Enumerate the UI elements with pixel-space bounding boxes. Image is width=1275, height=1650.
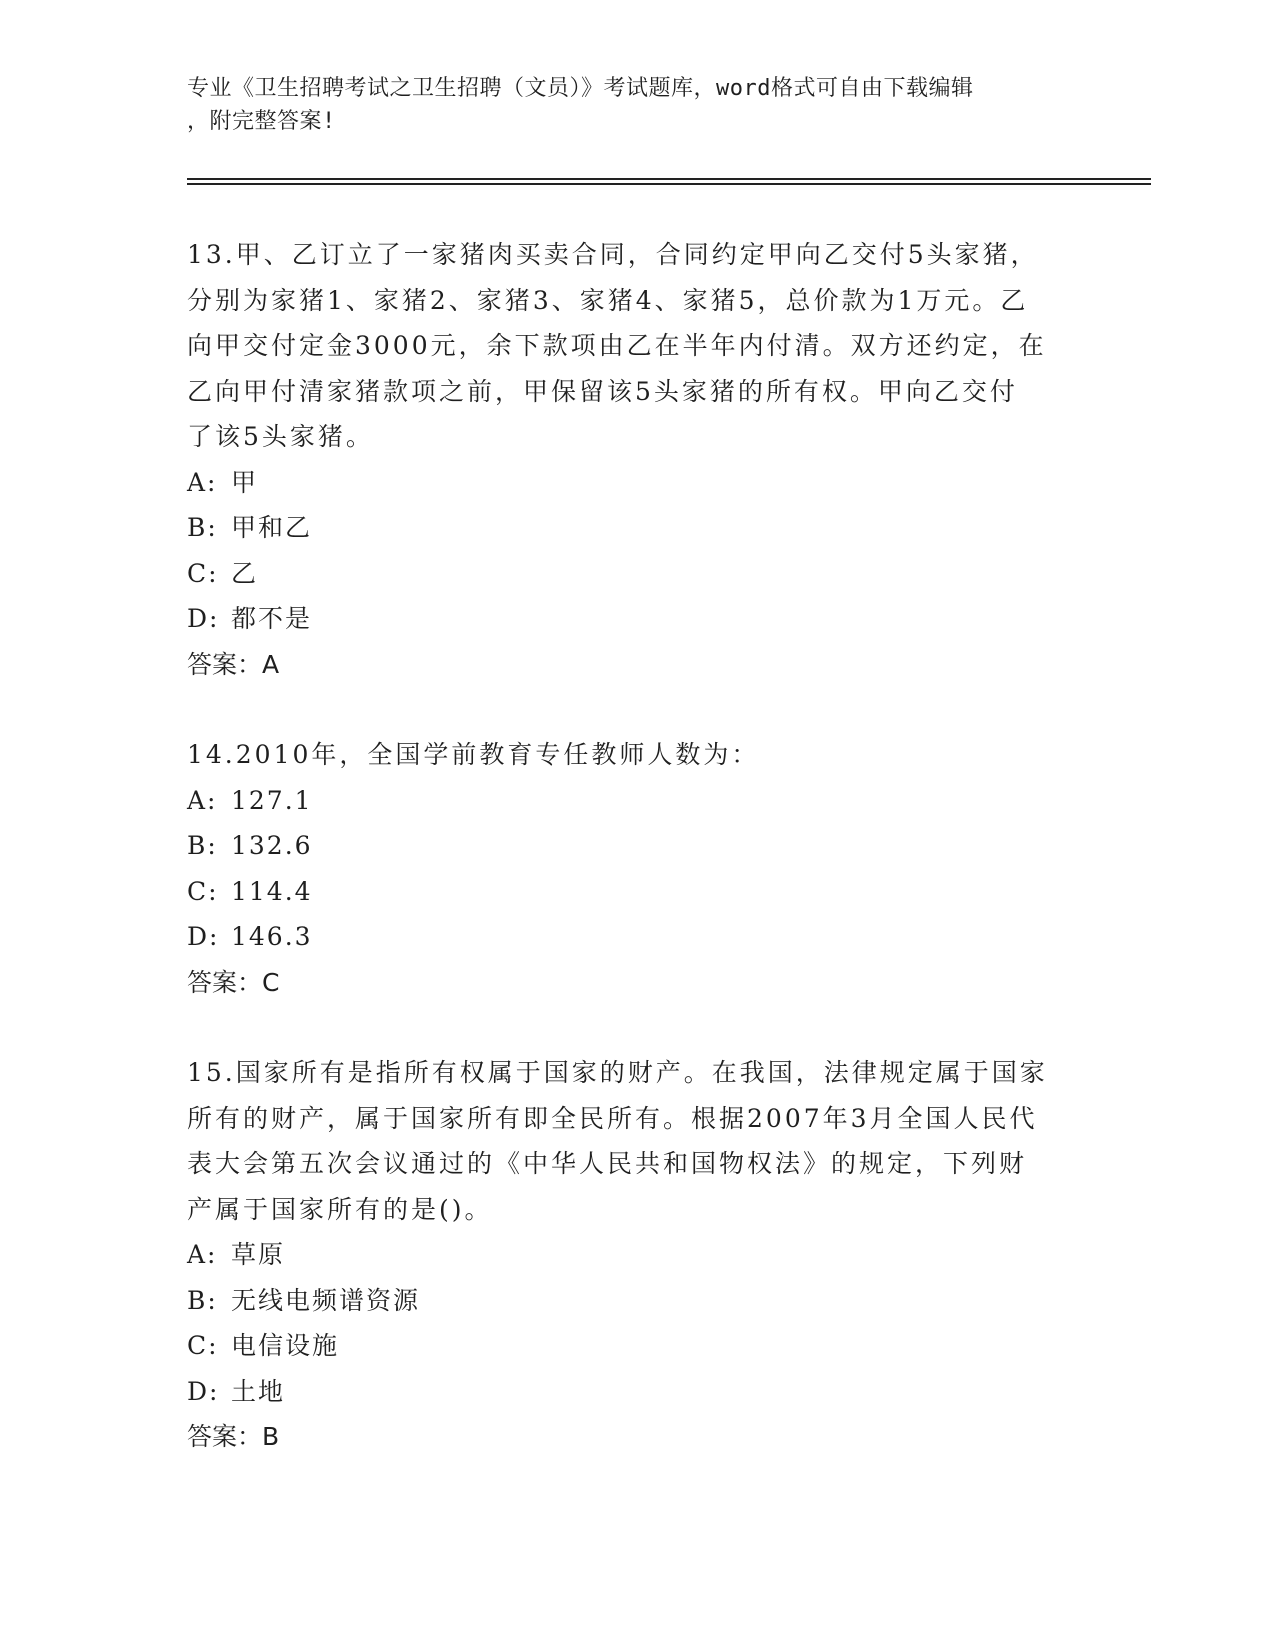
stem-line: 乙向甲付清家猪款项之前，甲保留该5头家猪的所有权。甲向乙交付 — [187, 376, 1018, 406]
header-line-1: 专业《卫生招聘考试之卫生招聘（文员）》考试题库，word格式可自由下载编辑 — [187, 76, 974, 101]
option-key: A: — [187, 1240, 218, 1269]
stem-line: 15.国家所有是指所有权属于国家的财产。在我国，法律规定属于国家 — [187, 1058, 1048, 1087]
answer-line: 答案：A — [187, 649, 280, 679]
option-key: D: — [187, 604, 220, 633]
option-c — [187, 1323, 1087, 1369]
option-key: D: — [187, 922, 220, 951]
option-text: 土地 — [231, 1376, 286, 1406]
document-header — [187, 72, 1057, 138]
question-15 — [187, 1050, 1087, 1460]
stem-line: 了该5头家猪。 — [187, 422, 374, 451]
stem-line: 产属于国家所有的是()。 — [187, 1194, 493, 1224]
question-13 — [187, 232, 1087, 687]
option-b — [187, 823, 1087, 869]
question-stem — [187, 232, 1087, 460]
option-text: 146.3 — [231, 922, 313, 951]
option-a — [187, 1232, 1087, 1278]
option-key: B: — [187, 513, 218, 542]
header-divider-bottom — [187, 183, 1151, 185]
answer-line: 答案：C — [187, 967, 280, 997]
option-text: 无线电频谱资源 — [231, 1285, 421, 1315]
option-text: 132.6 — [231, 831, 313, 860]
option-text: 电信设施 — [231, 1331, 340, 1360]
option-b — [187, 1278, 1087, 1324]
option-c — [187, 869, 1087, 915]
option-d — [187, 914, 1087, 960]
option-c — [187, 551, 1087, 597]
option-key: C: — [187, 558, 219, 588]
stem-line: 表大会第五次会议通过的《中华人民共和国物权法》的规定，下列财 — [187, 1149, 1028, 1178]
stem-line: 13.甲、乙订立了一家猪肉买卖合同，合同约定甲向乙交付5头家猪， — [187, 240, 1039, 269]
option-text: 114.4 — [231, 876, 313, 906]
header-line-2: ，附完整答案! — [187, 109, 336, 134]
option-text: 乙 — [231, 558, 259, 588]
option-key: A: — [187, 785, 218, 815]
option-d — [187, 596, 1087, 642]
option-text: 甲和乙 — [231, 513, 313, 542]
option-text: 127.1 — [231, 785, 313, 815]
stem-line: 所有的财产，属于国家所有即全民所有。根据2007年3月全国人民代 — [187, 1103, 1038, 1133]
option-key: B: — [187, 831, 218, 860]
option-a — [187, 778, 1087, 824]
option-text: 草原 — [231, 1240, 286, 1269]
option-key: A: — [187, 467, 218, 497]
stem-line: 14.2010年，全国学前教育专任教师人数为： — [187, 740, 760, 769]
stem-line: 向甲交付定金3000元，余下款项由乙在半年内付清。双方还约定，在 — [187, 331, 1047, 360]
option-key: D: — [187, 1376, 220, 1406]
option-b — [187, 505, 1087, 551]
option-d — [187, 1369, 1087, 1415]
header-divider-top — [187, 178, 1151, 180]
question-stem — [187, 1050, 1087, 1232]
option-text: 甲 — [231, 467, 259, 497]
option-a — [187, 460, 1087, 506]
option-key: C: — [187, 1331, 219, 1360]
option-key: C: — [187, 876, 219, 906]
question-14 — [187, 732, 1087, 1005]
option-text: 都不是 — [231, 604, 313, 633]
answer-line: 答案：B — [187, 1422, 280, 1451]
question-stem — [187, 732, 1087, 778]
option-key: B: — [187, 1285, 218, 1315]
stem-line: 分别为家猪1、家猪2、家猪3、家猪4、家猪5，总价款为1万元。乙 — [187, 285, 1029, 315]
